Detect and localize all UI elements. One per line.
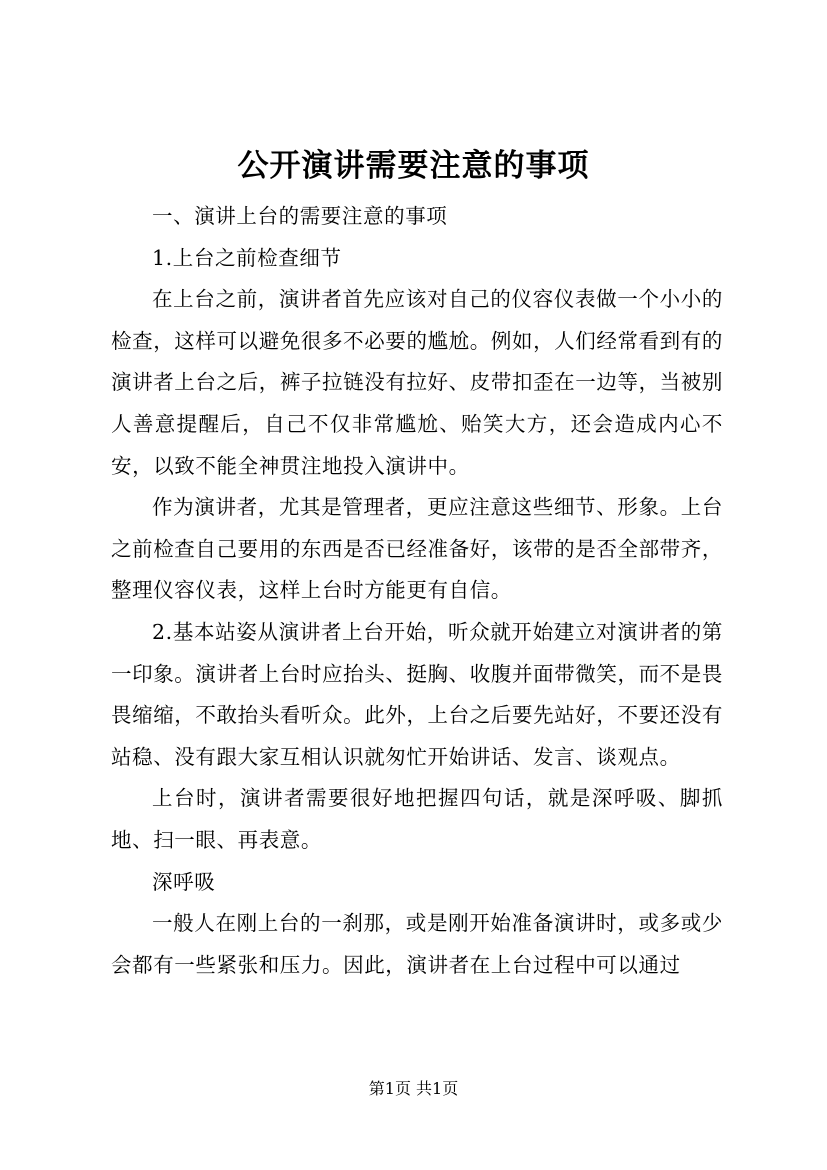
body-paragraph: 在上台之前，演讲者首先应该对自己的仪容仪表做一个小小的检查，这样可以避免很多不必要的尴尬。例如，人们经常看到有的演讲者上台之后，裤子拉链没有拉好、皮带扣歪在一边等，当被别人善意提醒后，自己不仅非常尴尬、贻笑大方，还会造成内心不安，以致不能全神贯注地投入演讲中。: [111, 287, 723, 478]
body-paragraph: 2.基本站姿从演讲者上台开始，听众就开始建立对演讲者的第一印象。演讲者上台时应抬头、挺胸、收腹并面带微笑，而不是畏畏缩缩，不敢抬头看听众。此外，上台之后要先站好，不要还没有站稳、没有跟大家互相认识就匆忙开始讲话、发言、谈观点。: [111, 619, 723, 769]
section-heading: 一、演讲上台的需要注意的事项: [152, 204, 448, 228]
subsection-heading: 深呼吸: [152, 869, 216, 894]
subsection-heading: 1.上台之前检查细节: [152, 245, 342, 270]
document-body: [111, 196, 723, 986]
document-title: 公开演讲需要注意的事项: [237, 148, 590, 184]
body-paragraph: 上台时，演讲者需要很好地把握四句话，就是深呼吸、脚抓地、扫一眼、再表意。: [111, 786, 723, 852]
page-footer: 第1页 共1页: [368, 1079, 459, 1098]
body-paragraph: 作为演讲者，尤其是管理者，更应注意这些细节、形象。上台之前检查自己要用的东西是否已经准备好，该带的是否全部带齐，整理仪容仪表，这样上台时方能更有自信。: [111, 495, 723, 603]
body-paragraph: 一般人在刚上台的一刹那，或是刚开始准备演讲时，或多或少会都有一些紧张和压力。因此，演讲者在上台过程中可以通过: [111, 911, 723, 977]
